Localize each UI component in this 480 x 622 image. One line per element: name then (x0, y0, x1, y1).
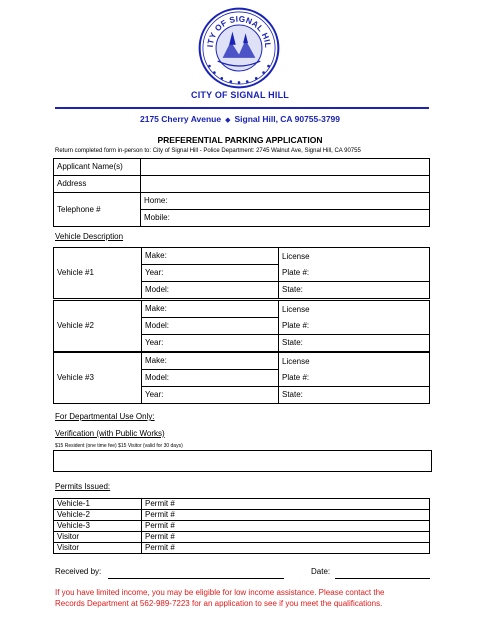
vehicle-2-year-field[interactable] (142, 335, 279, 352)
permit-number-field[interactable] (142, 532, 430, 543)
return-instructions: Return completed form in-person to: City of Signal Hill - Police Department: 2745 Walnut Ave, Signal Hill, CA 90755 (55, 148, 361, 154)
vehicle-3-label: Vehicle #3 (54, 353, 142, 404)
city-address (0, 114, 480, 124)
vehicle-3-plate-label: Plate #: (282, 372, 310, 382)
vehicle-2-license-label: License (282, 304, 310, 314)
applicant-name-label: Applicant Name(s) (54, 159, 141, 176)
vehicle-1-license-label: License (282, 251, 310, 261)
vehicle-2-plate-label: Plate #: (282, 320, 310, 330)
telephone-label: Telephone # (54, 193, 141, 227)
permit-number-field[interactable] (142, 510, 430, 521)
permit-row-label: Vehicle-1 (54, 499, 142, 510)
vehicle-2-make-field[interactable] (142, 301, 279, 318)
permit-number-label: Permit # (145, 532, 175, 541)
vehicle-1-license-field[interactable] (279, 248, 430, 282)
vehicle-3-table (53, 352, 430, 404)
permit-number-label: Permit # (145, 521, 175, 530)
vehicle-2-state-label: State: (282, 338, 303, 347)
permit-row-label: Visitor (54, 532, 142, 543)
city-state-zip: Signal Hill, CA 90755-3799 (234, 114, 340, 124)
vehicle-1-make-label: Make: (145, 251, 167, 260)
vehicle-3-model-label: Model: (145, 373, 170, 382)
vehicle-2-state-field[interactable] (279, 335, 430, 352)
vehicle-3-license-label: License (282, 356, 310, 366)
mobile-phone-label: Mobile: (144, 213, 170, 222)
vehicle-3-make-field[interactable] (142, 353, 279, 370)
vehicle-2-table (53, 300, 430, 352)
vehicle-2-year-label: Year: (145, 338, 164, 347)
vehicle-section-title: Vehicle Description (55, 232, 124, 241)
vehicle-1-model-label: Model: (145, 285, 170, 294)
vehicle-1-label: Vehicle #1 (54, 248, 142, 299)
received-by-label: Received by: (55, 567, 102, 576)
verification-label: Verification (with Public Works) (55, 429, 165, 438)
permit-number-field[interactable] (142, 499, 430, 510)
vehicle-1-state-field[interactable] (279, 282, 430, 299)
permit-row-label: Vehicle-3 (54, 521, 142, 532)
applicant-table (53, 158, 430, 227)
vehicle-1-table (53, 247, 430, 299)
vehicle-2-license-field[interactable] (279, 301, 430, 335)
seal-text: ITY OF SIGNAL HIL (205, 14, 273, 49)
permit-number-field[interactable] (142, 521, 430, 532)
form-title: PREFERENTIAL PARKING APPLICATION (157, 135, 323, 145)
vehicle-3-year-field[interactable] (142, 387, 279, 404)
home-phone-label: Home: (144, 196, 168, 205)
date-label: Date: (311, 567, 331, 576)
fee-schedule: $15 Resident (one time fee) $15 Visitor (valid for 30 days) (55, 443, 183, 449)
header-divider (55, 107, 429, 109)
home-phone-field[interactable] (141, 193, 430, 210)
vehicle-3-year-label: Year: (145, 390, 164, 399)
vehicle-3-model-field[interactable] (142, 370, 279, 387)
vehicle-3-state-label: State: (282, 390, 303, 399)
vehicle-3-make-label: Make: (145, 356, 167, 365)
vehicle-1-year-label: Year: (145, 268, 164, 277)
vehicle-1-model-field[interactable] (142, 282, 279, 299)
permit-number-field[interactable] (142, 543, 430, 554)
vehicle-3-state-field[interactable] (279, 387, 430, 404)
date-field[interactable] (335, 578, 430, 579)
address-field[interactable] (141, 176, 430, 193)
city-name-heading: CITY OF SIGNAL HILL (191, 90, 289, 100)
departmental-use-title: For Departmental Use Only: (55, 412, 155, 421)
address-label: Address (54, 176, 141, 193)
permits-table (53, 498, 430, 554)
low-income-notice: If you have limited income, you may be eligible for low income assistance. Please contact the Records Department at 562-989-7223 for an application to see if you meet the qualifications. (55, 588, 385, 608)
permit-row-label: Vehicle-2 (54, 510, 142, 521)
vehicle-3-license-field[interactable] (279, 353, 430, 387)
vehicle-1-state-label: State: (282, 285, 303, 294)
vehicle-2-model-label: Model: (145, 321, 170, 330)
vehicle-2-make-label: Make: (145, 304, 167, 313)
vehicle-2-model-field[interactable] (142, 318, 279, 335)
permit-number-label: Permit # (145, 499, 175, 508)
verification-field[interactable] (53, 450, 432, 472)
permit-row-label: Visitor (54, 543, 142, 554)
permit-number-label: Permit # (145, 510, 175, 519)
address-separator: ◆ (225, 117, 231, 124)
permit-number-label: Permit # (145, 543, 175, 552)
vehicle-1-plate-label: Plate #: (282, 267, 310, 277)
city-seal-logo (198, 7, 280, 89)
street-address: 2175 Cherry Avenue (139, 114, 222, 124)
vehicle-2-label: Vehicle #2 (54, 301, 142, 352)
applicant-name-field[interactable] (141, 159, 430, 176)
vehicle-1-make-field[interactable] (142, 248, 279, 265)
mobile-phone-field[interactable] (141, 210, 430, 227)
permits-issued-title: Permits Issued: (55, 482, 111, 491)
received-by-field[interactable] (108, 578, 284, 579)
vehicle-1-year-field[interactable] (142, 265, 279, 282)
